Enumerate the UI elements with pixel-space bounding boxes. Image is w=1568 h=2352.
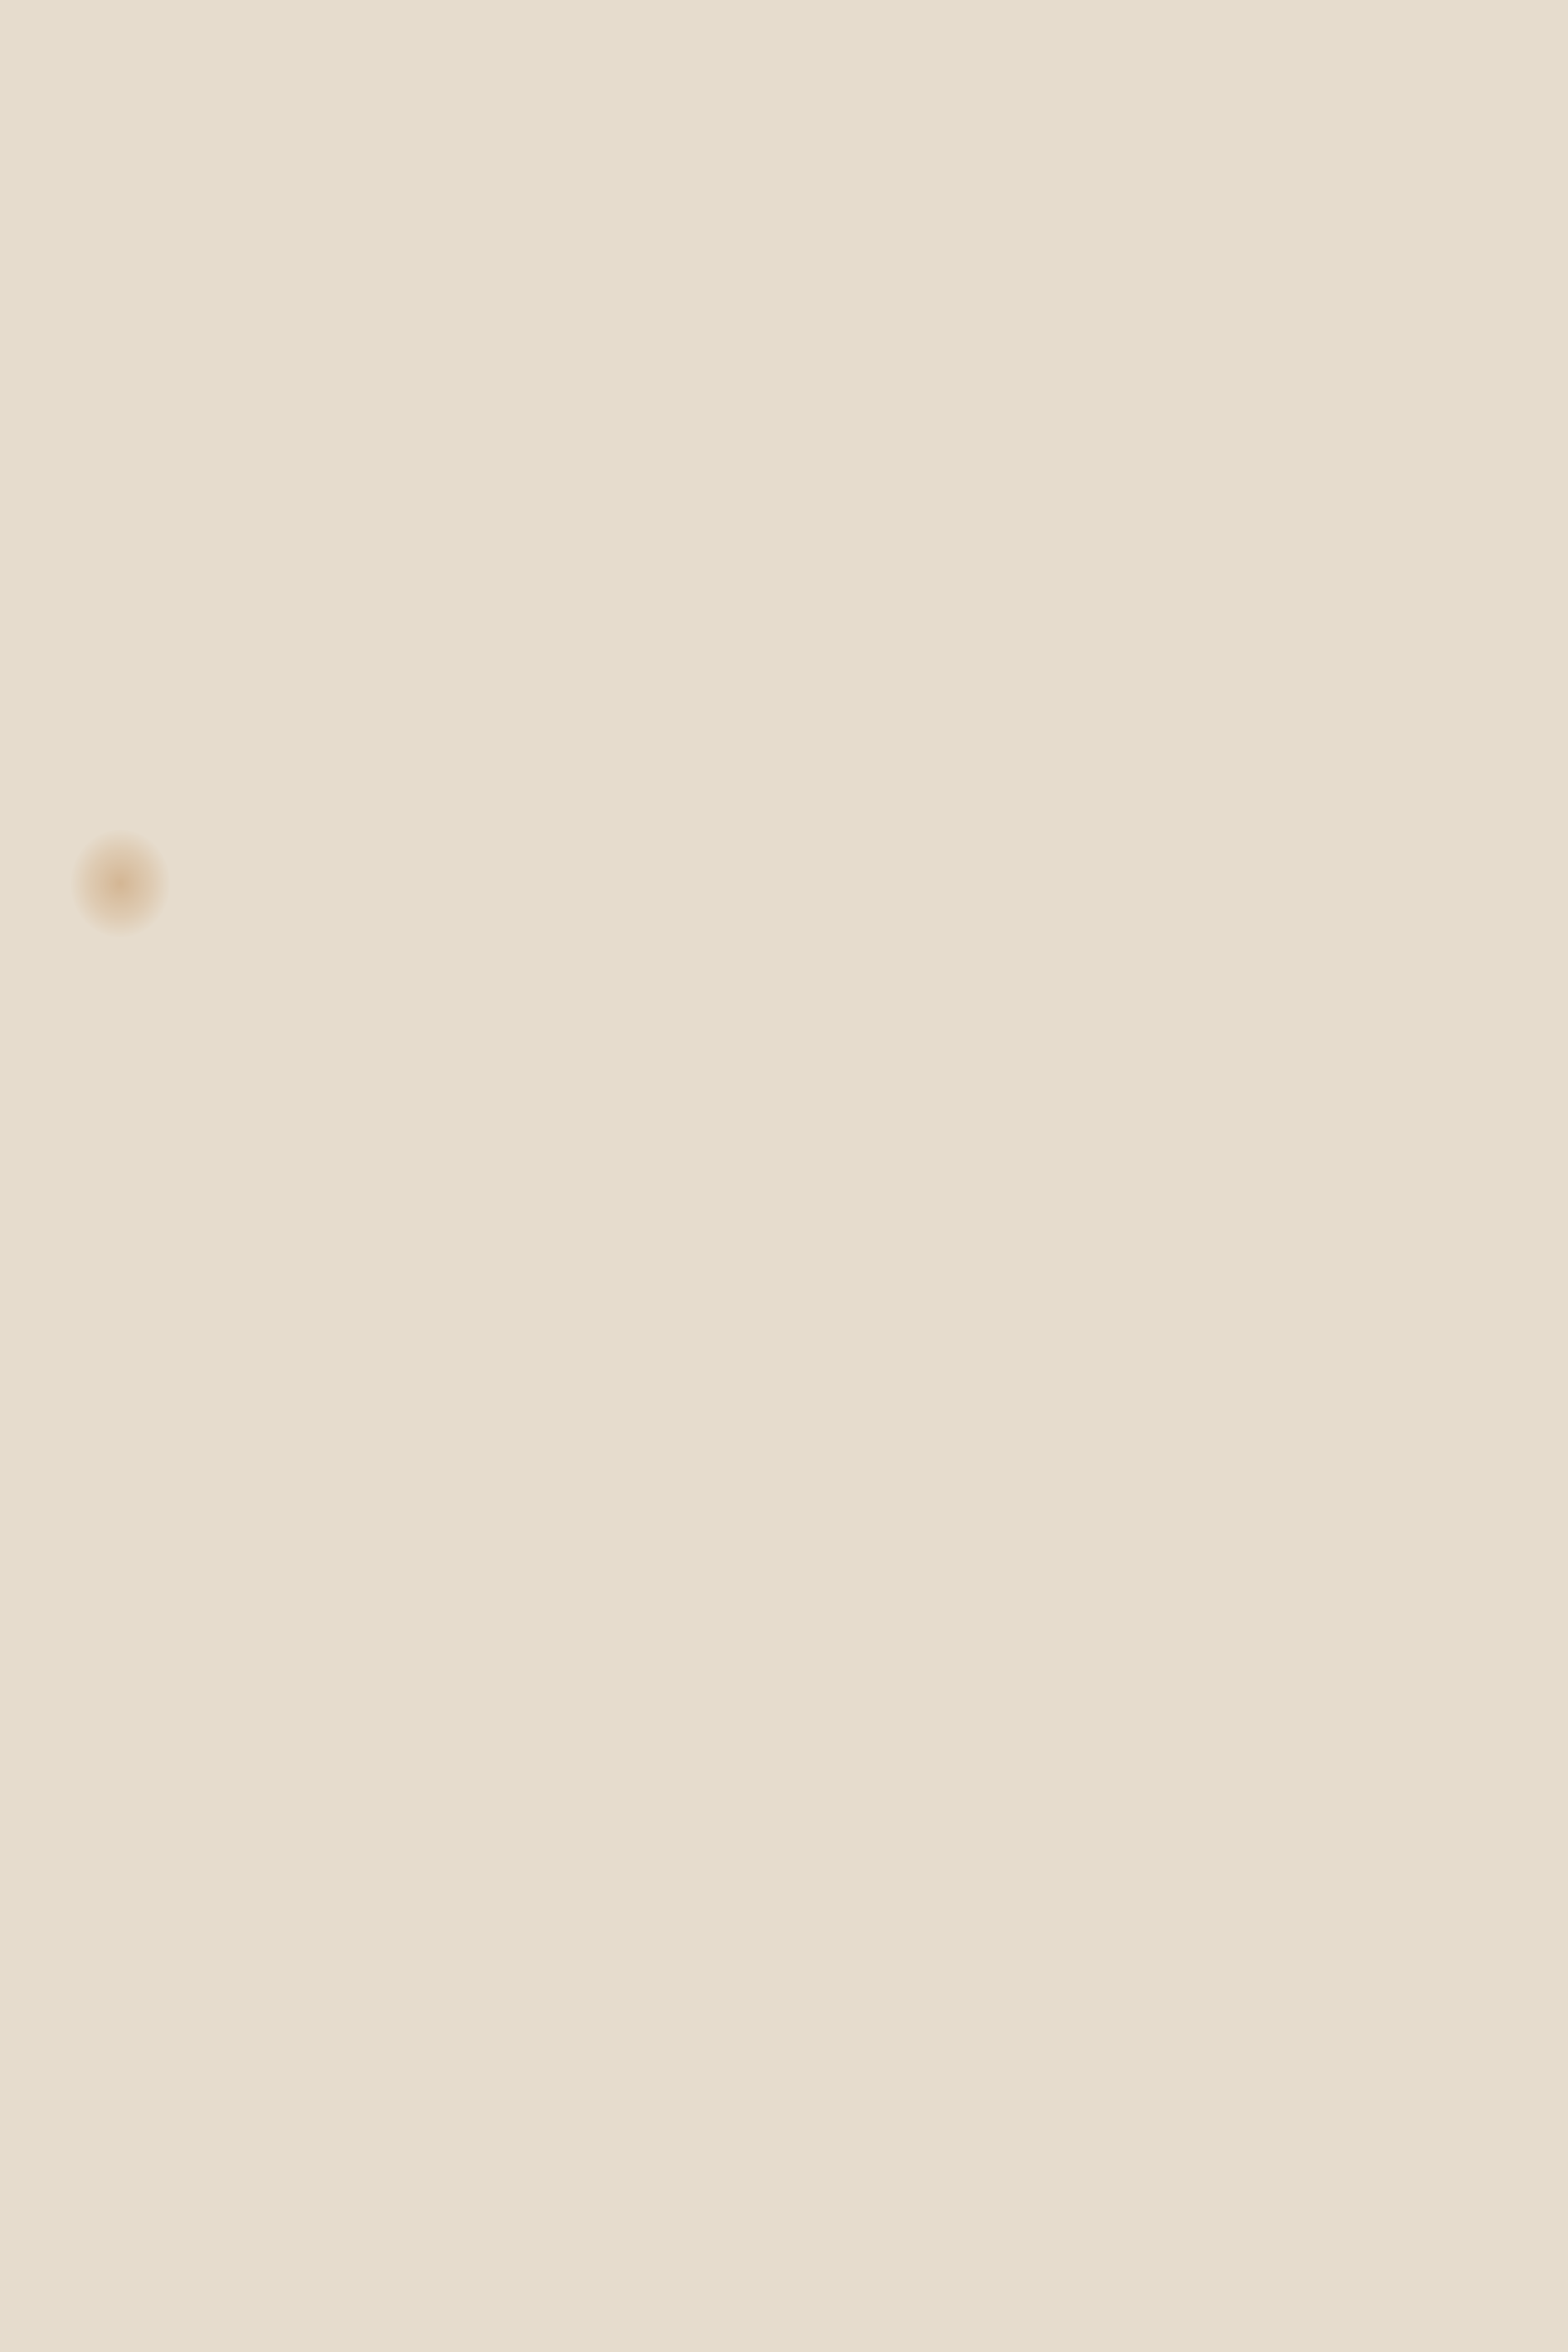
paper-stain <box>71 830 170 937</box>
plan-title <box>0 728 1568 802</box>
